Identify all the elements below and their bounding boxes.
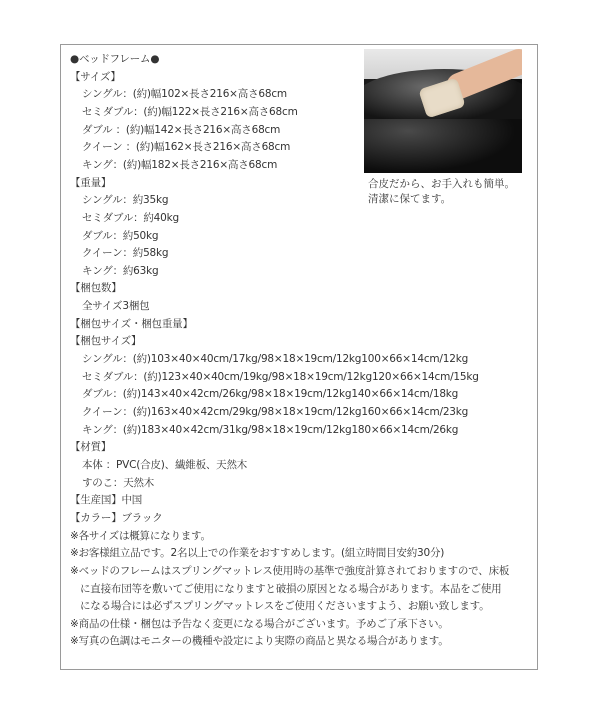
product-photo: [364, 49, 522, 173]
spec-line: すのこ：天然木: [82, 476, 155, 489]
spec-line: キング：(約)幅182×長さ216×高さ68cm: [82, 158, 278, 171]
spec-line: シングル：(約)幅102×長さ216×高さ68cm: [82, 88, 287, 101]
spec-line: ダブル：(約)143×40×42cm/26kg/98×18×19cm/12kg140×66×14cm/18kg: [82, 388, 459, 401]
spec-line: キング：約63kg: [82, 264, 159, 277]
spec-line: クイーン ：(約)幅162×長さ216×高さ68cm: [82, 141, 291, 154]
spec-line: クイーン：(約)163×40×42cm/29kg/98×18×19cm/12kg160×66×14cm/23kg: [82, 406, 469, 418]
spec-line: 【材質】: [70, 441, 112, 454]
spec-line: セミダブル：(約)123×40×40cm/19kg/98×18×19cm/12kg120×66×14cm/15kg: [82, 370, 479, 383]
spec-line: 全サイズ3梱包: [82, 300, 150, 313]
spec-line: に直接布団等を敷いてご使用になりますと破損の原因となる場合があります。本品をご使用: [80, 582, 502, 595]
photo-caption-line-2: 清潔に保てます。: [368, 193, 452, 205]
spec-line: になる場合には必ずスプリングマットレスをご使用くださいますよう、お願い致します。: [80, 600, 490, 613]
spec-line: セミダブル：(約)幅122×長さ216×高さ68cm: [82, 105, 298, 118]
spec-line: ダブル：約50kg: [82, 229, 159, 242]
spec-line: ※ベッドのフレームはスプリングマットレス使用時の基準で強度計算されておりますので、床板: [70, 564, 510, 577]
spec-line: ※商品の仕様・梱包は予告なく変更になる場合がございます。予めご了承下さい。: [70, 617, 449, 630]
spec-line: 【梱包サイズ】: [70, 335, 142, 348]
spec-line: 【生産国】中国: [70, 494, 143, 507]
photo-caption: [368, 177, 515, 207]
spec-line: 【梱包サイズ・梱包重量】: [70, 317, 193, 330]
spec-line: 【カラー】ブラック: [70, 511, 163, 524]
spec-line: シングル：約35kg: [82, 194, 169, 207]
spec-line: セミダブル：約40kg: [82, 211, 179, 224]
spec-line: ●ベッドフレーム●: [70, 53, 160, 65]
spec-line: 【サイズ】: [70, 70, 121, 83]
spec-line: キング：(約)183×40×42cm/31kg/98×18×19cm/12kg180×66×14cm/26kg: [82, 423, 459, 436]
photo-caption-line-1: 合皮だから、お手入れも簡単。: [368, 178, 515, 190]
spec-line: ※写真の色調はモニターの機種や設定により実際の商品と異なる場合があります。: [70, 635, 449, 648]
spec-line: 本体 ：PVC(合皮)、繊維板、天然木: [82, 458, 248, 471]
spec-line: 【重量】: [70, 176, 112, 189]
spec-line: ダブル ：(約)幅142×長さ216×高さ68cm: [82, 123, 281, 136]
spec-line: 【梱包数】: [70, 282, 122, 295]
leather-cushion-lower: [364, 119, 522, 173]
spec-line: ※各サイズは概算になります。: [70, 529, 211, 542]
spec-line: クイーン：約58kg: [82, 247, 169, 260]
spec-line: ※お客様組立品です。2名以上での作業をおすすめします。(組立時間目安約30分): [70, 547, 445, 560]
spec-line: シングル：(約)103×40×40cm/17kg/98×18×19cm/12kg100×66×14cm/12kg: [82, 353, 469, 366]
